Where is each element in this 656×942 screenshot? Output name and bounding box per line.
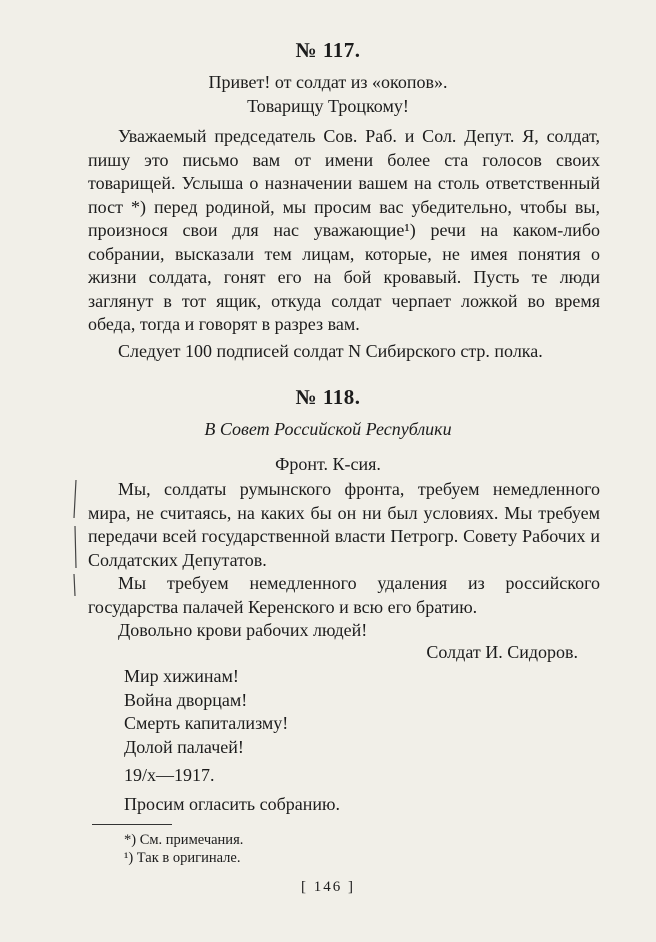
doc118-heading-addressee: В Совет Российской Республики — [204, 419, 452, 439]
page-number: [ 146 ] — [301, 879, 355, 895]
footnote-1: *) См. примечания. — [124, 832, 244, 848]
document-number-117: № 117. — [295, 38, 361, 62]
doc118-paragraph-removal: Мы требуем немедленного удаления из российского государства палачей Керенского и всю его братию. — [88, 573, 600, 617]
slogan-item: Долой палачей! — [124, 736, 244, 757]
doc118-paragraph-demands: Мы, солдаты румынского фронта, требуем немедленного мира, не считаясь, на каких бы он ни был условиях. Мы требуем передачи всей государственной власти Петрогр. Совету Рабочих и Солдатских Депутатов. — [88, 479, 600, 570]
slogan-item: Война дворцам! — [124, 689, 248, 710]
margin-pencil-mark — [70, 478, 82, 598]
document-number-118: № 118. — [295, 385, 361, 409]
doc117-signature: Следует 100 подписей солдат N Сибирского стр. полка. — [118, 341, 543, 361]
doc118-paragraph-blood: Довольно крови рабочих людей! — [118, 620, 368, 640]
doc118-request: Просим огласить собранию. — [124, 794, 340, 814]
doc118-signature: Солдат И. Сидоров. — [426, 642, 578, 662]
footnote-divider — [92, 824, 172, 825]
doc117-letter-body: Уважаемый председатель Сов. Раб. и Сол. Депут. Я, солдат, пишу это письмо вам от имени более ста голосов своих товарищей. Услыша о назначении вашем на столь ответственный пост *) перед родиной, мы просим вас убедительно, чтобы вы, произнося свои для нас уважающие¹) речи на каком-либо собрании, высказали тем лицам, которые, не имея понятия о жизни солдата, гонят его на бой кровавый. Пусть те люди заглянут в тот ящик, откуда солдат черпает ложкой во время обеда, тогда и говорят в разрез вам. — [88, 126, 600, 334]
doc117-heading-greeting: Привет! от солдат из «окопов». — [208, 72, 448, 92]
slogan-item: Мир хижинам! — [124, 666, 239, 686]
doc118-slogans — [124, 665, 288, 759]
doc118-heading-origin: Фронт. К-сия. — [275, 454, 381, 474]
footnote-2: ¹) Так в оригинале. — [124, 850, 241, 866]
doc117-heading-addressee: Товарищу Троцкому! — [247, 96, 409, 116]
slogan-item: Смерть капитализму! — [124, 713, 289, 733]
doc118-date: 19/х—1917. — [124, 765, 215, 785]
